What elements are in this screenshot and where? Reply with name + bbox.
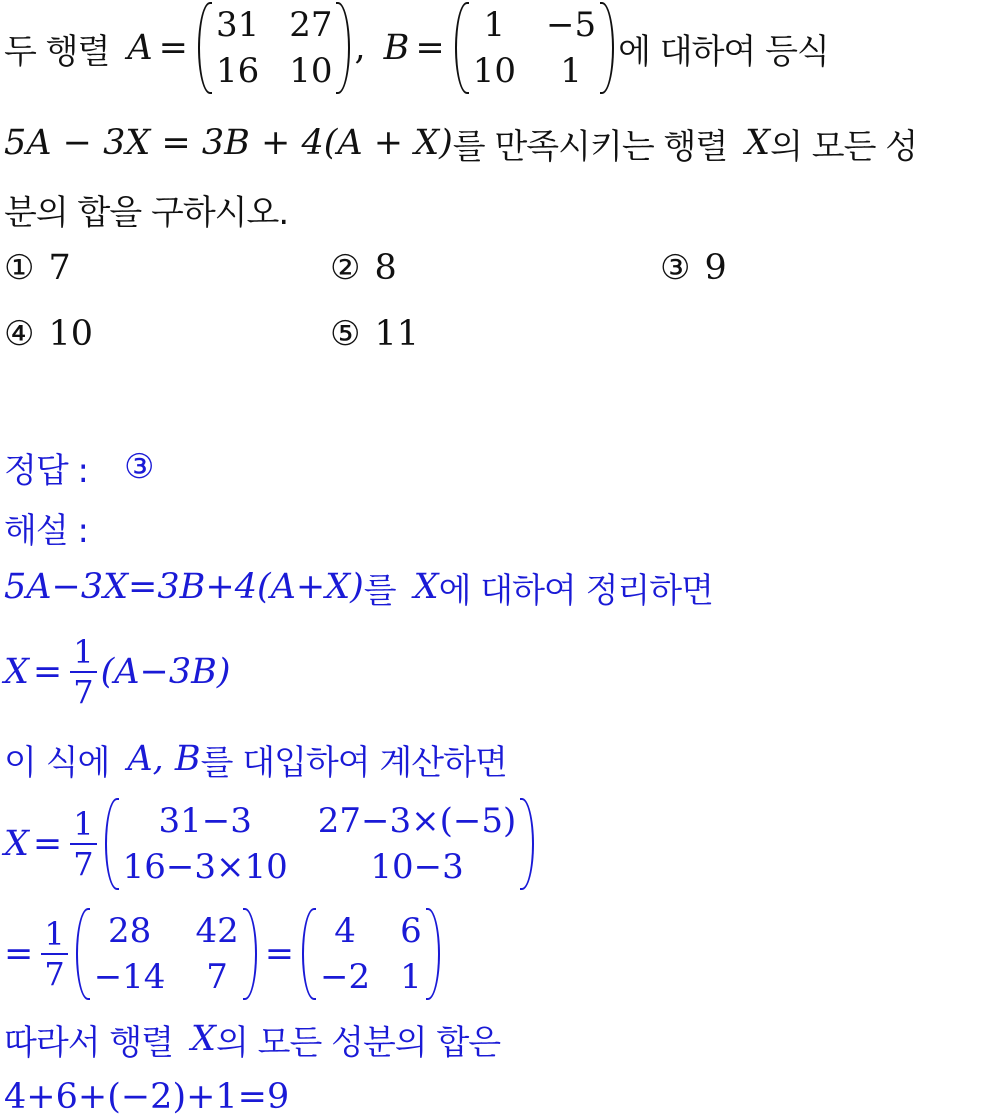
matrix-cell: 16 [215,51,260,91]
matrix-cell: 6 [400,911,422,951]
right-paren [336,2,350,94]
answer-label: 정답 : [4,450,88,491]
solution-text: 를 [363,570,396,611]
left-paren [76,908,90,1000]
choice-3[interactable] [660,248,727,288]
var-X: X [4,824,29,864]
choice-value: 10 [48,314,94,354]
var-X: X [745,123,771,163]
solution-step-7 [4,1074,289,1120]
solution-text: 의 모든 성분의 합은 [215,1022,501,1063]
left-paren [302,908,316,1000]
choice-4[interactable] [4,314,93,354]
choice-1[interactable] [4,248,71,288]
solution-text: 를 대입하여 계산하면 [200,742,507,783]
solution-step-3 [4,734,507,784]
equals-sign: = [158,28,188,68]
numerator: 1 [70,633,96,673]
problem-text: 분의 합을 구하시오. [4,192,289,233]
denominator: 7 [44,955,65,993]
solution-step-2 [4,630,231,714]
right-paren [520,798,534,890]
equals-sign: = [415,28,445,68]
choice-marker: ⑤ [330,314,361,354]
choice-5[interactable] [330,314,419,354]
fraction [70,633,96,711]
choice-value: 9 [704,248,727,288]
equation: 5A − 3X = 3B + 4(A + X) [4,123,453,163]
choice-value: 7 [48,248,71,288]
var-X: X [4,652,29,692]
matrix-cell: 28 [107,911,152,951]
solution-step-4 [4,798,538,890]
matrix-cell: 31 [215,5,260,45]
fraction [70,805,96,883]
choice-value: 11 [374,314,420,354]
matrix-cell: 7 [206,957,228,997]
var-X: X [413,567,439,607]
solution-step-1 [4,562,713,612]
solution-text: 에 대하여 정리하면 [438,570,713,611]
choice-marker: ③ [660,248,691,288]
choice-marker: ④ [4,314,35,354]
equals-sign: = [264,934,295,974]
answer-line [4,442,153,492]
comma: , [354,28,366,68]
matrix-cell: −14 [93,957,166,997]
left-paren [198,2,212,94]
matrix-cell: 27−3×(−5) [317,801,517,841]
answer-value: ③ [123,447,154,487]
equals-sign: = [32,652,63,692]
matrix-A [198,2,351,94]
left-paren [105,798,119,890]
matrix-cell: 1 [483,5,506,45]
var-A: A [127,28,153,68]
vars-A-B: A, B [127,739,201,779]
var-X: X [191,1019,216,1059]
choice-marker: ② [330,248,361,288]
matrix-cell: 31−3 [158,801,252,841]
fraction [41,915,67,993]
solution-text: 이 식에 [4,742,110,783]
matrix-cell: 10 [289,51,333,91]
problem-text: 의 모든 성 [770,126,918,167]
equals-sign: = [32,824,63,864]
matrix-cell: 16−3×10 [122,847,288,887]
problem-text: 에 대하여 등식 [618,31,829,72]
right-paren [600,2,614,94]
matrix-B [455,2,614,94]
final-sum: 4+6+(−2)+1=9 [4,1077,290,1117]
choice-2[interactable] [330,248,397,288]
choice-value: 8 [374,248,397,288]
problem-line-2 [4,118,917,168]
matrix-expression [105,798,535,890]
numerator: 1 [70,805,96,845]
matrix-cell: −2 [320,957,371,997]
denominator: 7 [73,673,94,711]
problem-line-3 [4,184,288,234]
solution-step-6 [4,1014,500,1064]
matrix-cell: 42 [195,911,239,951]
problem-text: 두 행렬 [4,31,110,72]
matrix-cell: 4 [334,911,356,951]
problem-text: 를 만족시키는 행렬 [452,126,728,167]
matrix-cell: 10−3 [370,847,464,887]
solution-step-5 [4,908,444,1000]
matrix-cell: 1 [400,957,422,997]
numerator: 1 [41,915,67,955]
equation: 5A−3X=3B+4(A+X) [4,567,364,607]
solution-text: 따라서 행렬 [4,1022,174,1063]
matrix-cell: 1 [560,51,582,91]
matrix-cell: 27 [289,5,333,45]
explanation-label: 해설 : [4,510,88,551]
denominator: 7 [73,845,94,883]
right-paren [426,908,440,1000]
matrix-cell: 10 [472,51,516,91]
right-paren [243,908,257,1000]
problem-line-1 [4,2,829,94]
matrix-result [302,908,440,1000]
left-paren [455,2,469,94]
explanation-label-line [4,502,88,552]
matrix-intermediate [76,908,257,1000]
equals-sign: = [4,934,34,974]
expression: (A−3B) [100,652,231,692]
choice-marker: ① [4,248,35,288]
matrix-cell: −5 [545,5,597,45]
var-B: B [383,28,410,68]
